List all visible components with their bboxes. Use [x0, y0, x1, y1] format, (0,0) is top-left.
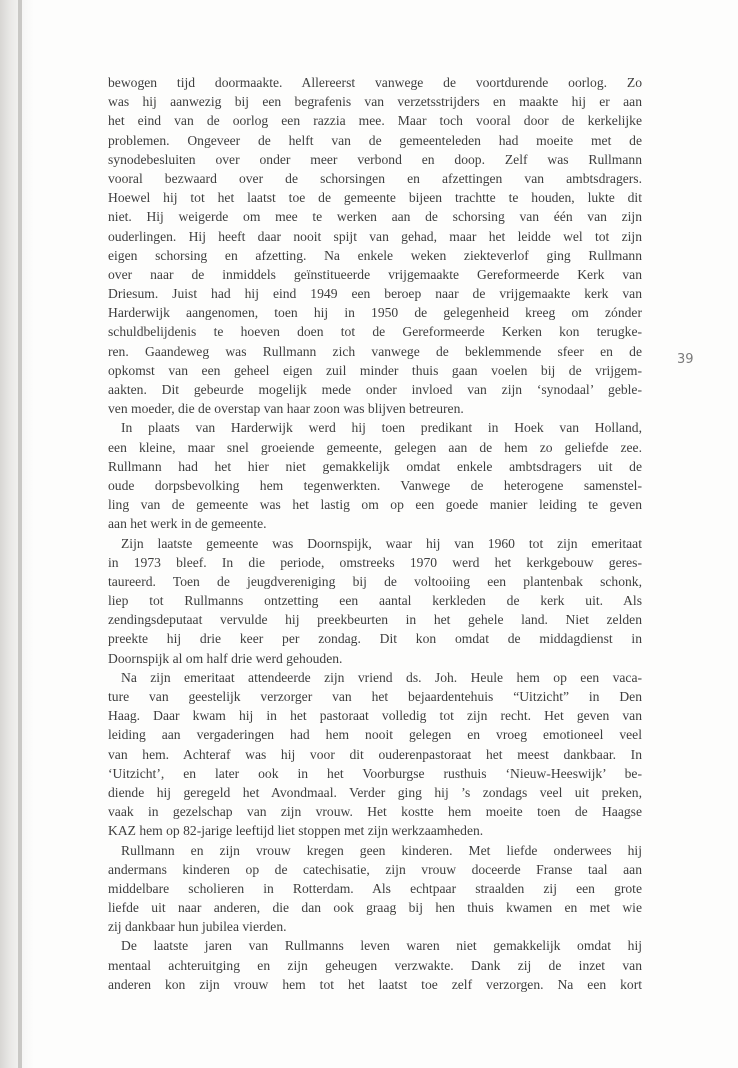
- text-line: over naar de inmiddels geïnstitueerde vrijgemaakte Gereformeerde Kerk van: [108, 266, 642, 282]
- text-line: opkomst van een geheel eigen zuil minder thuis gaan voelen bij de vrijgem-: [108, 362, 642, 378]
- text-line: KAZ hem op 82-jarige leeftijd liet stoppen met zijn werkzaamheden.: [108, 823, 484, 839]
- text-line: oude dorpsbevolking hem tegenwerkten. Vanwege de heterogene samenstel-: [108, 477, 642, 493]
- text-line: vooral bezwaard over de schorsingen en afzettingen van ambtsdragers.: [108, 170, 642, 186]
- text-line: was hij aanwezig bij een begrafenis van verzetsstrijders en maakte hij er aan: [108, 94, 642, 110]
- page-number: 39: [677, 352, 694, 367]
- text-line: Rullmann had het hier niet gemakkelijk omdat enkele ambtsdragers uit de: [108, 458, 642, 474]
- text-line: leiding aan vergaderingen had hem nooit gelegen en vroeg emotioneel veel: [108, 727, 642, 743]
- text-line: van hem. Achteraf was hij voor dit ouderenpastoraat het meest dankbaar. In: [108, 746, 642, 762]
- text-line: niet. Hij weigerde om mee te werken aan de schorsing van één van zijn: [108, 209, 642, 225]
- text-line: liefde uit naar anderen, die dan ook graag bij hen thuis kwamen en met wie: [108, 900, 642, 916]
- text-line: vaak in gezelschap van zijn vrouw. Het kostte hem moeite toen de Haagse: [108, 804, 642, 820]
- body-text: [108, 73, 642, 994]
- text-line: anderen kon zijn vrouw hem tot het laatst toe zelf verzorgen. Na een kort: [108, 976, 642, 992]
- book-spine-shadow: [0, 0, 34, 1068]
- text-line: taureerd. Toen de jeugdvereniging bij de voltooiing een plantenbak schonk,: [108, 573, 642, 589]
- text-line: Rullmann en zijn vrouw kregen geen kinderen. Met liefde onderwees hij: [121, 842, 642, 858]
- text-line: aakten. Dit gebeurde mogelijk mede onder invloed van zijn ‘synodaal’ geble-: [108, 382, 642, 397]
- text-line: een kleine, maar snel groeiende gemeente, gelegen aan de hem zo geliefde zee.: [108, 439, 642, 455]
- text-line: ven moeder, die de overstap van haar zoon was blijven betreuren.: [108, 401, 464, 417]
- text-line: problemen. Ongeveer de helft van de gemeenteleden had moeite met de: [108, 132, 642, 148]
- text-line: mentaal achteruitging en zijn geheugen verzwakte. Dank zij de inzet van: [108, 957, 642, 973]
- text-line: eigen schorsing en afzetting. Na enkele weken ziekteverlof ging Rullmann: [108, 247, 642, 263]
- text-line: ture van geestelijk verzorger van het bejaardentehuis “Uitzicht” in Den: [108, 689, 642, 704]
- text-line: het eind van de oorlog een razzia mee. Maar toch vooral door de kerkelijke: [108, 113, 642, 129]
- text-line: ouderlingen. Hij heeft daar nooit spijt van gehad, maar het leidde wel tot zijn: [108, 228, 642, 244]
- text-line: In plaats van Harderwijk werd hij toen predikant in Hoek van Holland,: [121, 420, 642, 436]
- text-line: ling van de gemeente was het lastig om op een goede manier leiding te geven: [108, 497, 642, 513]
- text-line: aan het werk in de gemeente.: [108, 516, 267, 532]
- text-line: Hoewel hij tot het laatst toe de gemeente bijeen trachtte te houden, lukte dit: [108, 190, 642, 206]
- text-line: ren. Gaandeweg was Rullmann zich vanwege de beklemmende sfeer en de: [108, 343, 642, 359]
- text-line: zendingsdeputaat vervulde hij preekbeurten in het gehele land. Niet zelden: [108, 612, 642, 628]
- text-line: synodebesluiten over onder meer verbond en doop. Zelf was Rullmann: [108, 151, 642, 167]
- book-binding-edge: [18, 0, 22, 1068]
- text-line: liep tot Rullmanns ontzetting een aantal kerkleden de kerk uit. Als: [108, 593, 642, 609]
- text-line: bewogen tijd doormaakte. Allereerst vanwege de voortdurende oorlog. Zo: [108, 75, 642, 90]
- text-line: in 1973 bleef. In die periode, omstreeks 1970 werd het kerkgebouw geres-: [108, 554, 642, 570]
- text-line: Driesum. Juist had hij eind 1949 een beroep naar de vrijgemaakte kerk van: [108, 286, 642, 302]
- text-line: Na zijn emeritaat attendeerde zijn vriend ds. Joh. Heule hem op een vaca-: [121, 669, 642, 685]
- text-line: De laatste jaren van Rullmanns leven waren niet gemakkelijk omdat hij: [121, 938, 642, 954]
- text-line: zij dankbaar hun jubilea vierden.: [108, 919, 287, 935]
- text-line: Doornspijk al om half drie werd gehouden.: [108, 650, 343, 666]
- text-line: Harderwijk aangenomen, toen hij in 1950 de gelegenheid kreeg om zónder: [108, 305, 642, 321]
- text-line: preekte hij drie keer per zondag. Dit kon omdat de middagdienst in: [108, 631, 642, 647]
- text-line: schuldbelijdenis te hoeven doen tot de Gereformeerde Kerken kon terugke-: [108, 324, 642, 340]
- text-line: diende hij geregeld het Avondmaal. Verder ging hij ’s zondags veel uit preken,: [108, 784, 642, 800]
- text-line: Zijn laatste gemeente was Doornspijk, waar hij van 1960 tot zijn emeritaat: [121, 535, 642, 551]
- text-line: ‘Uitzicht’, en later ook in het Voorburgse rusthuis ‘Nieuw-Heeswijk’ be-: [108, 765, 642, 781]
- text-line: andermans kinderen op de catechisatie, zijn vrouw doceerde Franse taal aan: [108, 861, 642, 877]
- text-line: middelbare scholieren in Rotterdam. Als echtpaar straalden zij een grote: [108, 880, 642, 896]
- text-line: Haag. Daar kwam hij in het pastoraat volledig tot zijn recht. Het geven van: [108, 708, 642, 724]
